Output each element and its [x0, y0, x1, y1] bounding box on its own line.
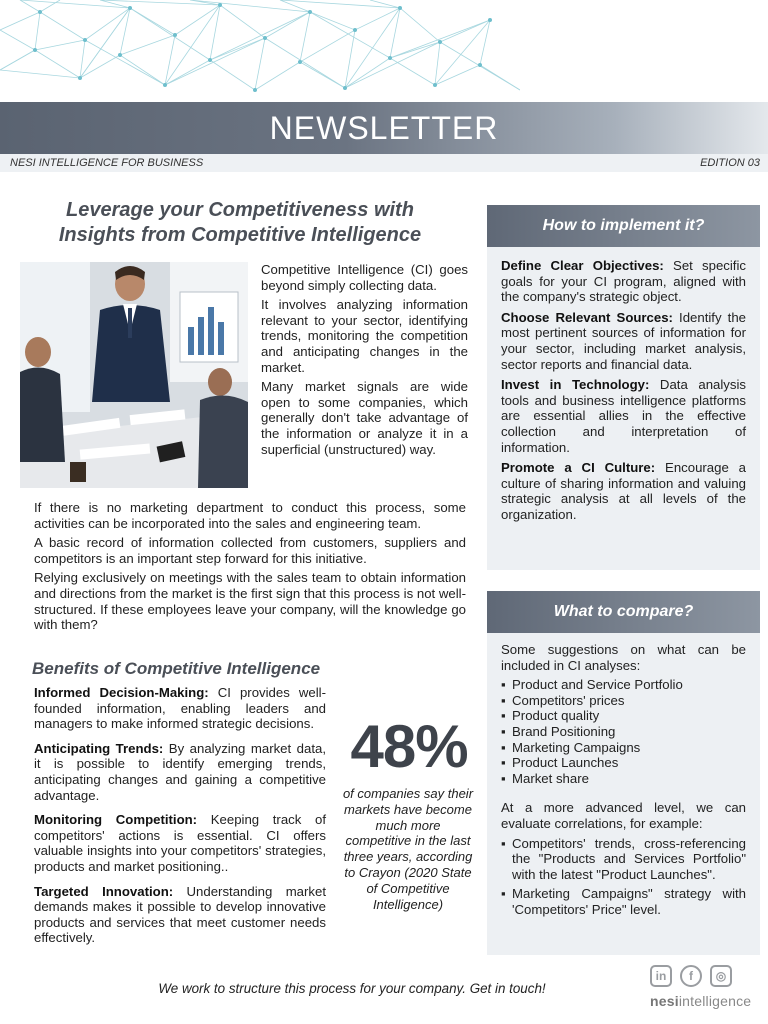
implement-term: Invest in Technology:	[501, 377, 650, 393]
brand-part-a: nesi	[650, 993, 679, 1009]
article-title	[28, 198, 452, 248]
social-links	[650, 965, 736, 989]
article-paragraph: A basic record of information collected from customers, suppliers and competitors is an important step forward for this initiative.	[34, 535, 466, 566]
brand-logo	[650, 993, 751, 1009]
compare-advanced-item: ▪ Competitors' trends, cross-referencing the "Products and Services Portfolio" with the latest "Product Launches".	[501, 836, 746, 883]
article-title-line2: Insights from Competitive Intelligence	[58, 224, 422, 246]
compare-content	[501, 642, 746, 922]
compare-list-item: ▪ Market share	[501, 771, 746, 787]
edition-label: EDITION 03	[700, 157, 760, 169]
benefit-term: Anticipating Trends:	[34, 740, 164, 756]
implement-heading: How to implement it?	[487, 205, 760, 247]
intro-paragraph: It involves analyzing information relevant to your sector, identifying trends, monitoring the competition and anticipating changes in the market.	[261, 297, 468, 375]
benefits-heading: Benefits of Competitive Intelligence	[32, 659, 321, 678]
compare-list	[501, 677, 746, 786]
article-paragraph: If there is no marketing department to conduct this process, some activities can be incorporated into the sales and engineering team.	[34, 500, 466, 531]
compare-heading: What to compare?	[487, 591, 760, 633]
stat-caption: of companies say their markets have become much more competitive in the last three years, according to Crayon (2020 State of Competitive Intelligence)	[342, 786, 474, 912]
compare-list-item: ▪ Marketing Campaigns	[501, 740, 746, 756]
benefit-text: Understanding market demands makes it possible to develop innovative products and services that meet customer needs effectively.	[34, 883, 326, 946]
linkedin-icon[interactable]: in	[650, 965, 672, 987]
footer-cta: We work to structure this process for your company. Get in touch!	[158, 981, 546, 996]
implement-text: Encourage a culture of sharing information and valuing strategic analysis at all levels of the organization.	[501, 460, 746, 522]
compare-advanced-item: ▪ Marketing Campaigns" strategy with 'Competitors' Price" level.	[501, 886, 746, 917]
intro-text	[261, 262, 468, 461]
benefit-term: Monitoring Competition:	[34, 812, 198, 828]
benefit-term: Targeted Innovation:	[34, 883, 174, 899]
implement-term: Define Clear Objectives:	[501, 258, 664, 273]
benefit-item	[34, 812, 326, 874]
benefit-item	[34, 741, 326, 803]
company-label: NESI INTELLIGENCE FOR BUSINESS	[10, 157, 204, 169]
compare-advanced-intro: At a more advanced level, we can evaluate correlations, for example:	[501, 800, 746, 831]
benefit-term: Informed Decision-Making:	[34, 685, 209, 700]
benefit-text: Keeping track of competitors' actions is essential. CI offers valuable insights into your competitors' strategies, products and market positioning..	[34, 812, 326, 874]
facebook-icon[interactable]: f	[680, 965, 702, 987]
benefit-text: CI provides well-founded information, enabling leaders and managers to make informed strategic decisions.	[34, 685, 326, 732]
implement-item	[501, 377, 746, 455]
newsletter-title: NEWSLETTER	[269, 110, 499, 146]
stat-value: 48%	[350, 713, 468, 780]
benefits-list	[34, 685, 326, 955]
implement-list	[501, 258, 746, 528]
implement-item	[501, 460, 746, 522]
compare-list-item: ▪ Competitors' prices	[501, 693, 746, 709]
benefit-text: By analyzing market data, it is possible to identify emerging trends, anticipating changes and gaining a competitive advantage.	[34, 740, 326, 803]
compare-advanced-list	[501, 836, 746, 918]
article-title-line1: Leverage your Competitiveness with	[66, 199, 414, 221]
business-meeting-photo	[20, 262, 248, 488]
compare-list-item: ▪ Product and Service Portfolio	[501, 677, 746, 693]
benefit-item	[34, 884, 326, 946]
benefit-item	[34, 685, 326, 732]
implement-item	[501, 310, 746, 372]
implement-term: Promote a CI Culture:	[501, 460, 656, 476]
intro-paragraph: Competitive Intelligence (CI) goes beyond simply collecting data.	[261, 262, 468, 293]
compare-list-item: ▪ Brand Positioning	[501, 724, 746, 740]
compare-intro: Some suggestions on what can be included in CI analyses:	[501, 642, 746, 673]
implement-item	[501, 258, 746, 305]
brand-part-b: intelligence	[678, 993, 752, 1009]
implement-term: Choose Relevant Sources:	[501, 309, 673, 325]
compare-list-item: ▪ Product Launches	[501, 755, 746, 771]
intro-paragraph: Many market signals are wide open to some companies, which generally don't take advantage of the information or analyze it in a superficial (unstructured) way.	[261, 379, 468, 457]
instagram-icon[interactable]: ◎	[710, 965, 732, 987]
implement-text: Set specific goals for your CI program, aligned with the company's strategic object.	[501, 258, 746, 305]
implement-text: Data analysis tools and business intelligence platforms are essential allies in the effective collection and interpretation of information.	[501, 377, 746, 455]
article-paragraph: Relying exclusively on meetings with the sales team to obtain information and directions from the market is the first sign that this process is not well-structured. If these employees leave your company, will the knowledge go with them?	[34, 570, 466, 633]
article-continued-text	[34, 500, 466, 637]
compare-list-item: ▪ Product quality	[501, 708, 746, 724]
implement-text: Identify the most pertinent sources of information for your sector, including market analysis, sector reports and financial data.	[501, 309, 746, 372]
network-graphic	[0, 0, 520, 100]
